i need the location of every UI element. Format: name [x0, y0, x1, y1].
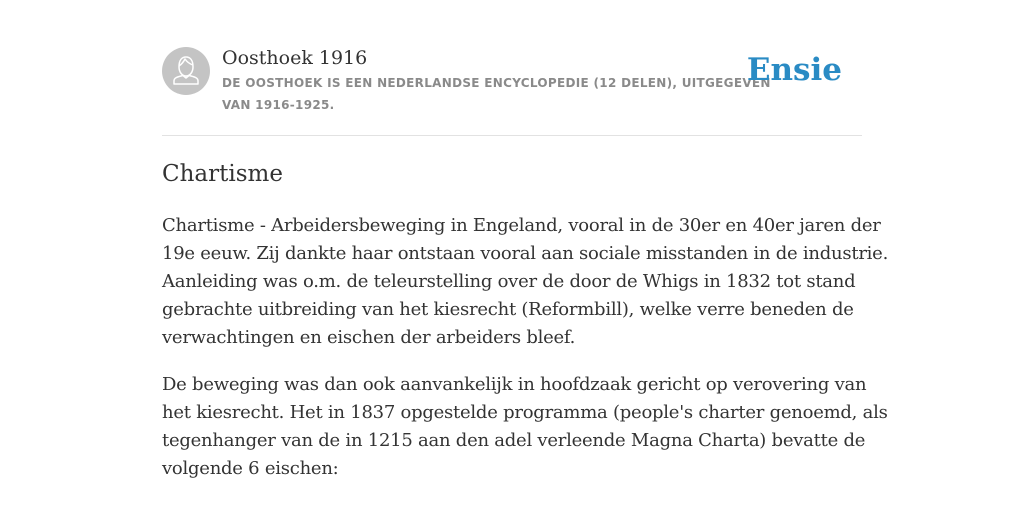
paragraph-line: Aanleiding was o.m. de teleurstelling over de door de Whigs in 1832 tot stand: [162, 271, 856, 292]
paragraph-line: gebrachte uitbreiding van het kiesrecht (Reformbill), welke verre beneden de: [162, 299, 854, 320]
paragraph-line: verwachtingen en eischen der arbeiders bleef.: [162, 327, 576, 348]
article-title: Chartisme: [162, 161, 283, 187]
author-name[interactable]: Oosthoek 1916: [222, 47, 368, 69]
paragraph-line: tegenhanger van de in 1215 aan den adel verleende Magna Charta) bevatte de: [162, 430, 866, 451]
ensie-logo-link[interactable]: Ensie: [746, 52, 842, 88]
author-description-line: DE OOSTHOEK IS EEN NEDERLANDSE ENCYCLOPEDIE (12 DELEN), UITGEGEVEN: [222, 76, 771, 90]
author-description-line: VAN 1916-1925.: [222, 98, 335, 112]
author-description: [222, 72, 771, 116]
paragraph-line: Chartisme - Arbeidersbeweging in Engeland, vooral in de 30er en 40er jaren der: [162, 215, 881, 236]
header-divider: [162, 135, 862, 136]
paragraph-line: 19e eeuw. Zij dankte haar ontstaan vooral aan sociale misstanden in de industrie.: [162, 243, 889, 264]
paragraph-line: het kiesrecht. Het in 1837 opgestelde programma (people's charter genoemd, als: [162, 402, 888, 423]
article-paragraph: [162, 371, 888, 483]
author-avatar[interactable]: [162, 47, 210, 95]
paragraph-line: volgende 6 eischen:: [162, 458, 339, 479]
author-header: [162, 46, 862, 116]
user-silhouette-icon: [162, 47, 210, 95]
article-body: [162, 212, 889, 502]
paragraph-line: De beweging was dan ook aanvankelijk in hoofdzaak gericht op verovering van: [162, 374, 867, 395]
article-paragraph: [162, 212, 889, 352]
